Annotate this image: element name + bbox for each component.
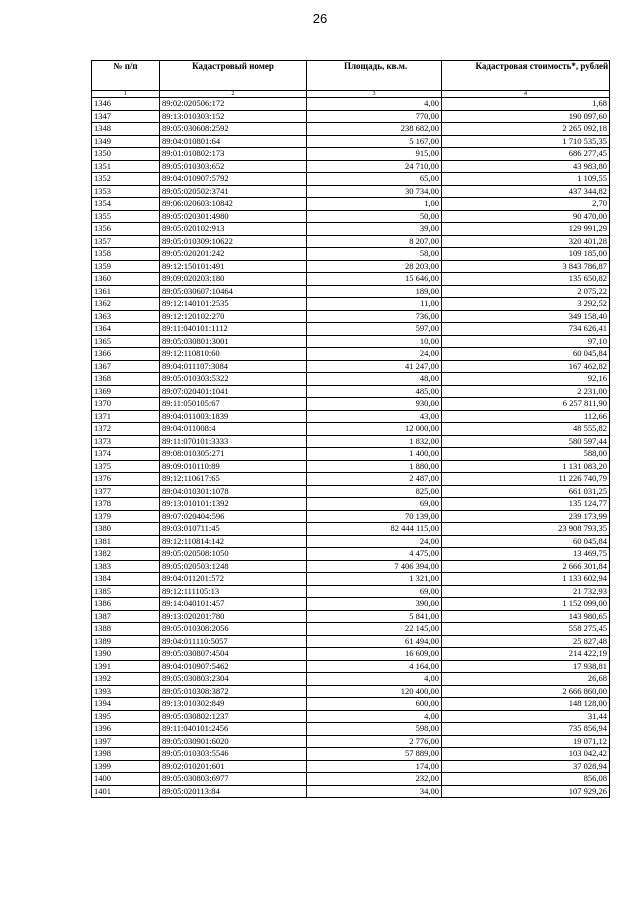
area-value: 598,00 [307,723,442,736]
row-index: 1392 [92,673,160,686]
row-index: 1362 [92,298,160,311]
table-row [92,410,610,423]
cadastral-number: 89:05:030802:1237 [160,710,307,723]
cadastral-value: 25 827,48 [442,635,610,648]
cadastral-value: 1 131 083,20 [442,460,610,473]
table-row [92,673,610,686]
cadastral-number: 89:05:020113:84 [160,785,307,798]
area-value: 5 841,00 [307,610,442,623]
table-row [92,235,610,248]
area-value: 41 247,00 [307,360,442,373]
cadastral-value: 11 226 740,79 [442,473,610,486]
cadastral-value: 437 344,82 [442,185,610,198]
area-value: 770,00 [307,110,442,123]
cadastral-number: 89:05:010308:2056 [160,623,307,636]
area-value: 61 494,00 [307,635,442,648]
cadastral-value: 349 158,40 [442,310,610,323]
table-row [92,248,610,261]
area-value: 915,00 [307,148,442,161]
area-value: 12 000,00 [307,423,442,436]
table-row [92,635,610,648]
cadastral-value: 60 045,84 [442,535,610,548]
row-index: 1361 [92,285,160,298]
table-row [92,510,610,523]
cadastral-value: 735 856,94 [442,723,610,736]
area-value: 1 880,00 [307,460,442,473]
table-body [92,98,610,798]
cadastral-value: 2 231,00 [442,385,610,398]
area-value: 7 406 394,00 [307,560,442,573]
cadastral-value: 103 042,42 [442,748,610,761]
cadastral-number: 89:14:040101:457 [160,598,307,611]
header-cadastral-number: Кадастровый номер [160,61,307,91]
area-value: 69,00 [307,498,442,511]
cadastral-number: 89:05:010309:10622 [160,235,307,248]
row-index: 1354 [92,198,160,211]
table-row [92,298,610,311]
table-row [92,273,610,286]
cadastral-number: 89:05:020502:3741 [160,185,307,198]
table-row [92,210,610,223]
row-index: 1387 [92,610,160,623]
cadastral-value: 6 257 811,90 [442,398,610,411]
cadastral-number: 89:13:010101:1392 [160,498,307,511]
cadastral-number: 89:04:011107:3084 [160,360,307,373]
cadastral-value: 112,66 [442,410,610,423]
cadastral-number: 89:11:040101:1112 [160,323,307,336]
row-index: 1384 [92,573,160,586]
table-row [92,185,610,198]
table-row [92,723,610,736]
area-value: 10,00 [307,335,442,348]
area-value: 4,00 [307,710,442,723]
cadastral-number: 89:12:150101:491 [160,260,307,273]
area-value: 24,00 [307,535,442,548]
cadastral-number: 89:12:120102:270 [160,310,307,323]
cadastral-value: 2,70 [442,198,610,211]
row-index: 1396 [92,723,160,736]
cadastral-value: 148 128,00 [442,698,610,711]
row-index: 1351 [92,160,160,173]
cadastral-number: 89:05:010308:3872 [160,685,307,698]
cadastral-value: 97,10 [442,335,610,348]
area-value: 28 203,00 [307,260,442,273]
cadastral-value: 26,68 [442,673,610,686]
row-index: 1375 [92,460,160,473]
column-number: 3 [307,91,442,98]
table-row [92,660,610,673]
cadastral-number: 89:05:030803:6977 [160,773,307,786]
area-value: 70 139,00 [307,510,442,523]
table-row [92,435,610,448]
cadastral-number: 89:07:020401:1041 [160,385,307,398]
cadastral-number: 89:06:020603:10842 [160,198,307,211]
cadastral-value: 37 028,94 [442,760,610,773]
cadastral-value: 1 152 099,00 [442,598,610,611]
table-row [92,523,610,536]
cadastral-number: 89:02:020506:172 [160,98,307,111]
cadastral-number: 89:04:010907:5792 [160,173,307,186]
area-value: 65,00 [307,173,442,186]
row-index: 1372 [92,423,160,436]
row-index: 1374 [92,448,160,461]
table-row [92,423,610,436]
row-index: 1388 [92,623,160,636]
cadastral-number: 89:03:010711:45 [160,523,307,536]
cadastral-number: 89:11:070101:3333 [160,435,307,448]
area-value: 120 400,00 [307,685,442,698]
cadastral-value: 2 265 092,18 [442,123,610,136]
cadastral-value: 143 980,65 [442,610,610,623]
row-index: 1390 [92,648,160,661]
row-index: 1347 [92,110,160,123]
cadastral-value: 1 109,55 [442,173,610,186]
cadastral-value: 109 185,00 [442,248,610,261]
cadastral-value: 23 908 793,35 [442,523,610,536]
row-index: 1400 [92,773,160,786]
cadastral-number: 89:12:140101:2535 [160,298,307,311]
row-index: 1371 [92,410,160,423]
cadastral-number: 89:05:020201:242 [160,248,307,261]
cadastral-number: 89:05:010303:5322 [160,373,307,386]
cadastral-value: 129 991,29 [442,223,610,236]
table-row [92,573,610,586]
cadastral-value: 2 666 860,00 [442,685,610,698]
area-value: 24,00 [307,348,442,361]
table-row [92,310,610,323]
row-index: 1386 [92,598,160,611]
row-index: 1356 [92,223,160,236]
area-value: 39,00 [307,223,442,236]
cadastral-value: 2 075,22 [442,285,610,298]
cadastral-value: 686 277,45 [442,148,610,161]
table-row [92,148,610,161]
table-row [92,385,610,398]
cadastral-value: 107 929,26 [442,785,610,798]
table-row [92,773,610,786]
cadastral-number: 89:12:110810:60 [160,348,307,361]
table-row [92,560,610,573]
row-index: 1401 [92,785,160,798]
table-row [92,710,610,723]
cadastral-number: 89:09:020203:180 [160,273,307,286]
cadastral-number: 89:07:020404:596 [160,510,307,523]
area-value: 57 889,00 [307,748,442,761]
cadastral-value: 135 124,77 [442,498,610,511]
area-value: 1,00 [307,198,442,211]
table-row [92,348,610,361]
cadastral-value: 3 843 786,87 [442,260,610,273]
table-row [92,448,610,461]
table-row [92,323,610,336]
row-index: 1391 [92,660,160,673]
row-index: 1394 [92,698,160,711]
row-index: 1358 [92,248,160,261]
area-value: 48,00 [307,373,442,386]
cadastral-value: 190 097,60 [442,110,610,123]
row-index: 1357 [92,235,160,248]
table-row [92,485,610,498]
header-index: № п/п [92,61,160,91]
header-cadastral-value: Кадастровая стоимость*, рублей [442,61,610,91]
area-value: 2 776,00 [307,735,442,748]
area-value: 4 164,00 [307,660,442,673]
cadastral-number: 89:05:020102:913 [160,223,307,236]
table-row [92,198,610,211]
row-index: 1383 [92,560,160,573]
row-index: 1355 [92,210,160,223]
row-index: 1381 [92,535,160,548]
cadastral-number: 89:04:010801:64 [160,135,307,148]
cadastral-number: 89:05:030607:10464 [160,285,307,298]
row-index: 1360 [92,273,160,286]
area-value: 22 145,00 [307,623,442,636]
cadastral-value: 48 555,82 [442,423,610,436]
column-number: 4 [442,91,610,98]
cadastral-number: 89:05:030608:2592 [160,123,307,136]
table-row [92,535,610,548]
area-value: 1 832,00 [307,435,442,448]
cadastral-number: 89:01:010802:173 [160,148,307,161]
cadastral-number: 89:05:020508:1050 [160,548,307,561]
cadastral-value: 580 597,44 [442,435,610,448]
row-index: 1366 [92,348,160,361]
column-number-row [92,91,610,98]
row-index: 1349 [92,135,160,148]
cadastral-value: 2 666 301,84 [442,560,610,573]
area-value: 4,00 [307,673,442,686]
row-index: 1359 [92,260,160,273]
table-row [92,748,610,761]
table-row [92,173,610,186]
cadastral-value: 43 983,80 [442,160,610,173]
area-value: 4 475,00 [307,548,442,561]
row-index: 1348 [92,123,160,136]
page-number: 26 [312,11,328,26]
row-index: 1393 [92,685,160,698]
table-row [92,585,610,598]
cadastral-value: 90 470,00 [442,210,610,223]
area-value: 24 710,00 [307,160,442,173]
row-index: 1399 [92,760,160,773]
row-index: 1377 [92,485,160,498]
area-value: 50,00 [307,210,442,223]
area-value: 34,00 [307,785,442,798]
column-number: 1 [92,91,160,98]
area-value: 238 682,00 [307,123,442,136]
table-row [92,460,610,473]
table-row [92,285,610,298]
cadastral-value: 214 422,19 [442,648,610,661]
row-index: 1350 [92,148,160,161]
cadastral-value: 856,08 [442,773,610,786]
table-row [92,335,610,348]
row-index: 1376 [92,473,160,486]
area-value: 825,00 [307,485,442,498]
header-area: Площадь, кв.м. [307,61,442,91]
area-value: 8 207,00 [307,235,442,248]
row-index: 1352 [92,173,160,186]
table-row [92,498,610,511]
row-index: 1364 [92,323,160,336]
area-value: 600,00 [307,698,442,711]
row-index: 1373 [92,435,160,448]
row-index: 1397 [92,735,160,748]
table-row [92,760,610,773]
cadastral-number: 89:04:010301:1078 [160,485,307,498]
cadastral-number: 89:05:010303:5546 [160,748,307,761]
area-value: 174,00 [307,760,442,773]
row-index: 1380 [92,523,160,536]
cadastral-value: 135 650,82 [442,273,610,286]
cadastral-value: 21 732,93 [442,585,610,598]
row-index: 1365 [92,335,160,348]
area-value: 5 167,00 [307,135,442,148]
row-index: 1379 [92,510,160,523]
area-value: 485,00 [307,385,442,398]
row-index: 1395 [92,710,160,723]
cadastral-number: 89:13:010302:849 [160,698,307,711]
cadastral-number: 89:05:030807:4504 [160,648,307,661]
cadastral-number: 89:04:011110:5057 [160,635,307,648]
area-value: 4,00 [307,98,442,111]
table-row [92,473,610,486]
header-row [92,61,610,91]
area-value: 930,00 [307,398,442,411]
cadastral-number: 89:02:010201:601 [160,760,307,773]
cadastral-number: 89:05:030801:3001 [160,335,307,348]
cadastral-table [91,60,610,798]
table-row [92,135,610,148]
area-value: 2 487,00 [307,473,442,486]
cadastral-number: 89:13:020201:780 [160,610,307,623]
table-row [92,610,610,623]
cadastral-value: 167 462,82 [442,360,610,373]
cadastral-value: 1,68 [442,98,610,111]
row-index: 1367 [92,360,160,373]
table-row [92,398,610,411]
cadastral-value: 239 173,99 [442,510,610,523]
cadastral-number: 89:11:040101:2456 [160,723,307,736]
cadastral-number: 89:05:010303:652 [160,160,307,173]
row-index: 1346 [92,98,160,111]
table-row [92,648,610,661]
row-index: 1385 [92,585,160,598]
row-index: 1370 [92,398,160,411]
row-index: 1369 [92,385,160,398]
cadastral-number: 89:05:020503:1248 [160,560,307,573]
cadastral-number: 89:04:011008:4 [160,423,307,436]
table-row [92,623,610,636]
area-value: 82 444 115,00 [307,523,442,536]
area-value: 11,00 [307,298,442,311]
row-index: 1389 [92,635,160,648]
area-value: 15 646,00 [307,273,442,286]
table-row [92,98,610,111]
row-index: 1382 [92,548,160,561]
cadastral-number: 89:08:010305:271 [160,448,307,461]
cadastral-number: 89:05:030803:2304 [160,673,307,686]
table-row [92,698,610,711]
table-row [92,598,610,611]
area-value: 189,00 [307,285,442,298]
area-value: 1 321,00 [307,573,442,586]
cadastral-value: 1 133 602,94 [442,573,610,586]
cadastral-number: 89:11:050105:67 [160,398,307,411]
row-index: 1353 [92,185,160,198]
cadastral-number: 89:05:030901:6020 [160,735,307,748]
area-value: 58,00 [307,248,442,261]
table-row [92,360,610,373]
area-value: 597,00 [307,323,442,336]
row-index: 1363 [92,310,160,323]
area-value: 16 609,00 [307,648,442,661]
table-row [92,160,610,173]
table-row [92,373,610,386]
cadastral-number: 89:04:011201:572 [160,573,307,586]
cadastral-number: 89:12:110617:65 [160,473,307,486]
area-value: 69,00 [307,585,442,598]
cadastral-value: 31,44 [442,710,610,723]
column-number: 2 [160,91,307,98]
cadastral-value: 558 275,45 [442,623,610,636]
cadastral-number: 89:04:011003:1839 [160,410,307,423]
row-index: 1368 [92,373,160,386]
row-index: 1378 [92,498,160,511]
cadastral-number: 89:04:010907:5462 [160,660,307,673]
table-row [92,685,610,698]
table-row [92,123,610,136]
table-row [92,785,610,798]
cadastral-number: 89:13:010303:152 [160,110,307,123]
area-value: 30 734,00 [307,185,442,198]
area-value: 1 400,00 [307,448,442,461]
table-row [92,548,610,561]
area-value: 390,00 [307,598,442,611]
row-index: 1398 [92,748,160,761]
cadastral-value: 17 938,81 [442,660,610,673]
table-row [92,260,610,273]
cadastral-value: 13 469,75 [442,548,610,561]
cadastral-number: 89:05:020301:4980 [160,210,307,223]
cadastral-value: 60 045,84 [442,348,610,361]
table-row [92,223,610,236]
cadastral-value: 661 031,25 [442,485,610,498]
cadastral-value: 320 401,28 [442,235,610,248]
cadastral-value: 588,00 [442,448,610,461]
cadastral-value: 734 626,41 [442,323,610,336]
cadastral-number: 89:12:110814:142 [160,535,307,548]
cadastral-value: 3 292,52 [442,298,610,311]
cadastral-number: 89:09:010110:89 [160,460,307,473]
area-value: 43,00 [307,410,442,423]
cadastral-value: 92,16 [442,373,610,386]
table-row [92,735,610,748]
table-row [92,110,610,123]
area-value: 736,00 [307,310,442,323]
cadastral-number: 89:12:111105:13 [160,585,307,598]
area-value: 232,00 [307,773,442,786]
cadastral-value: 19 071,12 [442,735,610,748]
cadastral-value: 1 710 535,35 [442,135,610,148]
